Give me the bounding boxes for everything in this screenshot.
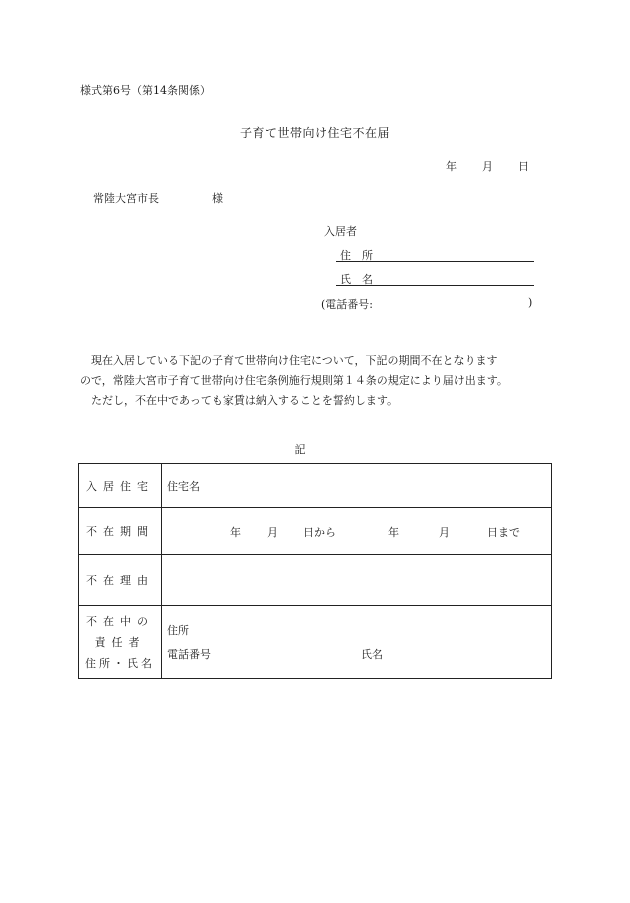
applicant-phone-close: ) (528, 296, 533, 309)
period-year-from: 年 (230, 526, 241, 539)
absence-table (78, 463, 552, 679)
responsible-label-line-3: 住所・氏名 (85, 656, 155, 670)
date-day: 日 (518, 160, 529, 173)
table-row-responsible (79, 606, 552, 679)
reason-label: 不在理由 (79, 555, 162, 606)
table-row-housing (79, 464, 552, 508)
responsible-value[interactable] (162, 606, 552, 679)
page-title: 子育て世帯向け住宅不在届 (239, 126, 390, 140)
housing-value[interactable]: 住宅名 (162, 464, 552, 508)
responsible-phone-label: 電話番号 (167, 648, 211, 661)
honorific: 様 (212, 192, 223, 205)
addressee: 常陸大宮市長 (93, 192, 159, 205)
reason-value[interactable] (162, 555, 552, 606)
period-value[interactable] (162, 508, 552, 555)
table-row-reason (79, 555, 552, 606)
form-number: 様式第6号（第14条関係） (80, 84, 211, 97)
date-month: 月 (482, 160, 493, 173)
applicant-name-line[interactable] (336, 285, 534, 286)
date-year: 年 (446, 160, 457, 173)
declaration-line-3: ただし，不在中であっても家賃は納入することを誓約します。 (80, 394, 399, 407)
responsible-name-label: 氏名 (361, 648, 383, 661)
housing-label: 入居住宅 (79, 464, 162, 508)
applicant-heading: 入居者 (324, 225, 357, 238)
declaration-line-2: ので，常陸大宮市子育て世帯向け住宅条例施行規則第１４条の規定により届け出ます。 (80, 374, 508, 387)
responsible-label-line-1: 不在中の (86, 614, 154, 628)
declaration-text (80, 351, 560, 411)
applicant-phone-label: (電話番号: (321, 298, 373, 311)
ki-heading: 記 (294, 443, 306, 456)
responsible-label-line-2: 責任者 (94, 635, 146, 649)
responsible-label (79, 606, 162, 679)
applicant-name-label: 氏 名 (340, 273, 373, 286)
responsible-address-label: 住所 (167, 624, 189, 637)
period-year-to: 年 (388, 526, 399, 539)
period-day-from: 日から (303, 526, 336, 539)
applicant-address-line[interactable] (336, 261, 534, 262)
table-row-period (79, 508, 552, 555)
period-day-to: 日まで (487, 526, 520, 539)
period-label: 不在期間 (79, 508, 162, 555)
applicant-address-label: 住 所 (340, 249, 373, 262)
period-month-to: 月 (439, 526, 450, 539)
declaration-line-1: 現在入居している下記の子育て世帯向け住宅について，下記の期間不在となります (80, 354, 498, 367)
period-month-from: 月 (267, 526, 278, 539)
